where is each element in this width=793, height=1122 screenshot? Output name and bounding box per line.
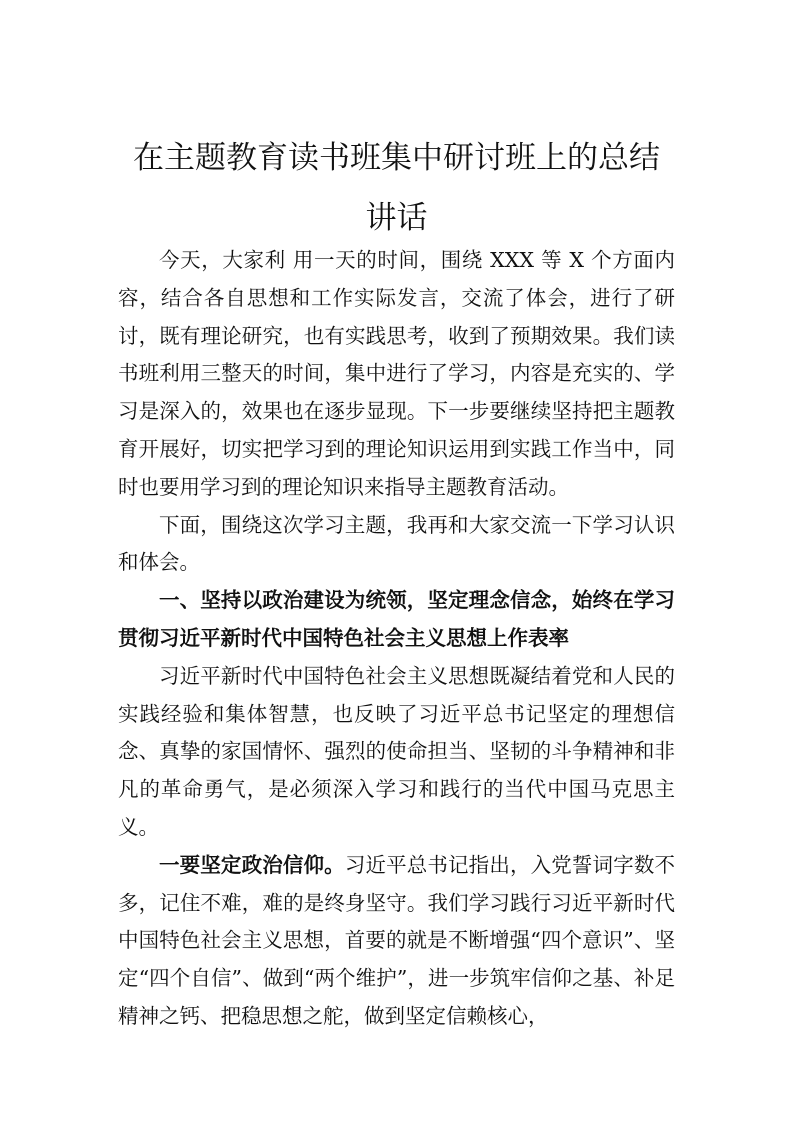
transition-paragraph: 下面，围绕这次学习主题，我再和大家交流一下学习认识和体会。 bbox=[118, 512, 675, 575]
point-lead: 一要坚定政治信仰。 bbox=[159, 852, 345, 877]
document-title: 在主题教育读书班集中研讨班上的总结讲话 bbox=[133, 140, 660, 236]
point-text: 习近平总书记指出，入党誓词字数不多，记住不难，难的是终身坚守。我们学习践行习近平新时代中国特色社会主义思想，首要的就是不断增强“四个意识”、坚定“四个自信”、做到“两个维护”，进一步筑牢信仰之基、补足精神之钙、把稳思想之舵，做到坚定信赖核心， bbox=[118, 852, 675, 1028]
document-body bbox=[118, 242, 675, 1036]
section-paragraph: 习近平新时代中国特色社会主义思想既凝结着党和人民的实践经验和集体智慧，也反映了习近平总书记坚定的理想信念、真挚的家国情怀、强烈的使命担当、坚韧的斗争精神和非凡的革命勇气，是必须深入学习和践行的当代中国马克思主义。 bbox=[118, 663, 675, 839]
intro-paragraph: 今天，大家利 用一天的时间，围绕 XXX 等 X 个方面内容，结合各自思想和工作实际发言，交流了体会，进行了研讨，既有理论研究，也有实践思考，收到了预期效果。我们读书班利用三整天的时间，集中进行了学习，内容是充实的、学习是深入的，效果也在逐步显现。下一步要继续坚持把主题教育开展好，切实把学习到的理论知识运用到实践工作当中，同时也要用学习到的理论知识来指导主题教育活动。 bbox=[118, 248, 675, 499]
section-heading: 一、坚持以政治建设为统领，坚定理念信念，始终在学习贯彻习近平新时代中国特色社会主义思想上作表率 bbox=[118, 588, 675, 650]
point-paragraph bbox=[118, 847, 675, 1036]
